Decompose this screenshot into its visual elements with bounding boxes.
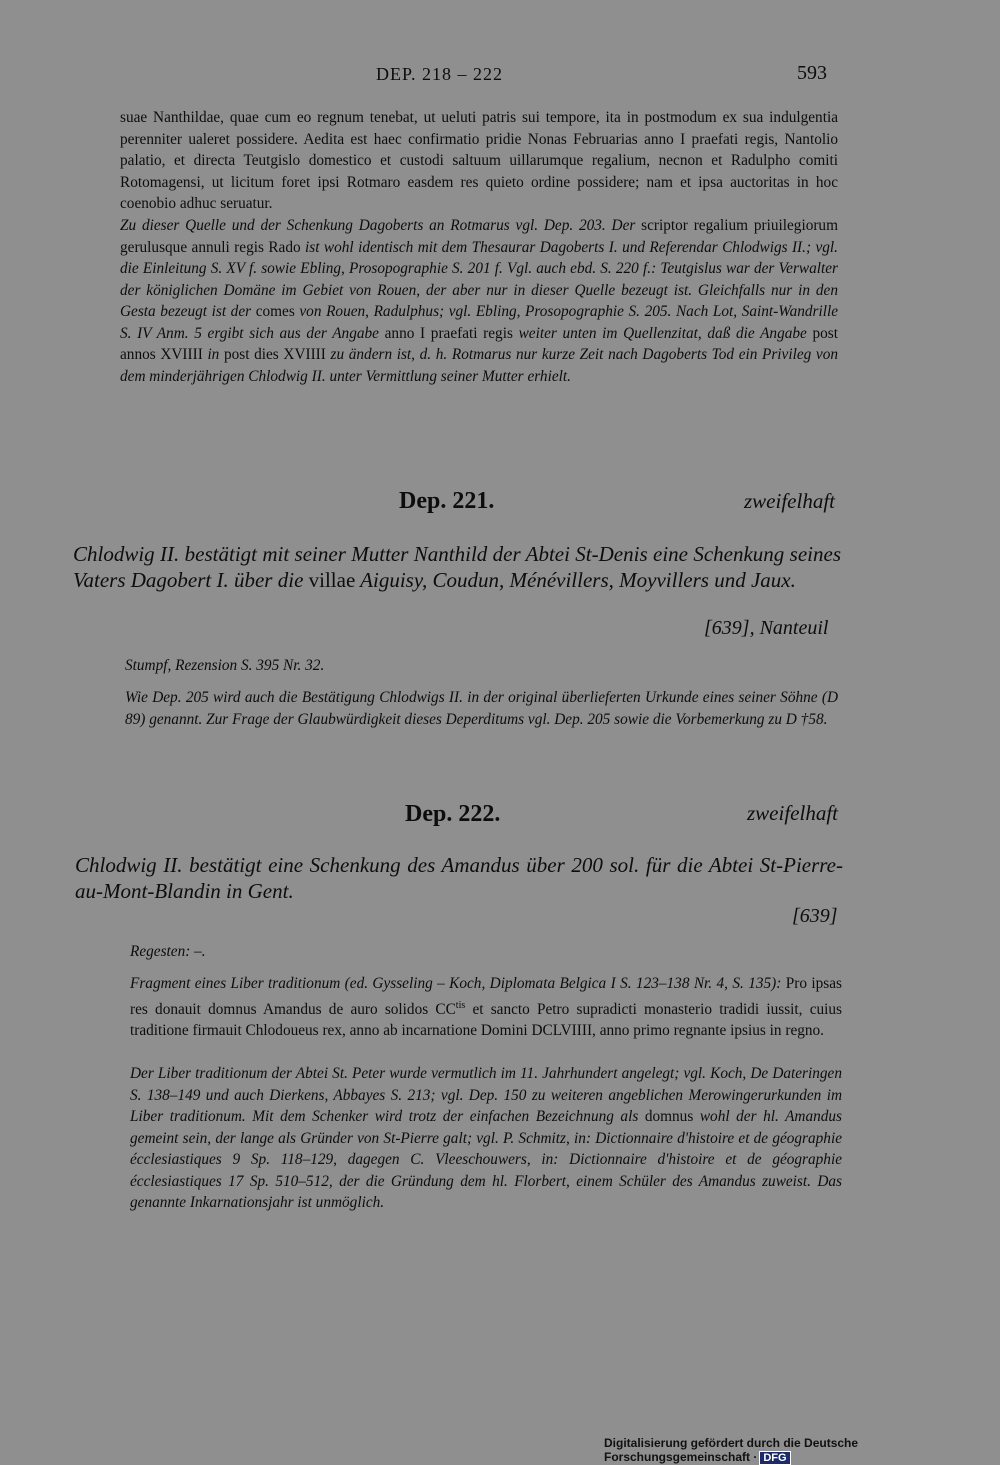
dep221-heading: Dep. 221. bbox=[399, 488, 495, 514]
dep222-heading: Dep. 222. bbox=[405, 801, 501, 827]
dfg-footer: Digitalisierung gefördert durch die Deutsche Forschungsgemeinschaft · DFG bbox=[604, 1436, 859, 1464]
dep222-date: [639] bbox=[792, 905, 838, 927]
page-number: 593 bbox=[797, 62, 827, 84]
dep222-regesten: Regesten: –. bbox=[130, 943, 206, 960]
dep222-commentary: Der Liber traditionum der Abtei St. Peter wurde vermutlich im 11. Jahrhundert angelegt; vgl. Koch, De Dateringen S. 138–149 und auch Dierkens, Abbayes S. 213; vgl. Dep. 150 zu weiteren angeblichen Merowingerurkunden im Liber traditionum. Mit dem Schenker wird trotz der einfachen Bezeichnung als domnus wohl der hl. Amandus gemeint sein, der lange als Gründer von St-Pierre galt; vgl. P. Schmitz, in: Dictionnaire d'histoire et de géographie écclesiastiques 9 Sp. 118–129, dagegen C. Vleeschouwers, in: Dictionnaire d'histoire et de géographie écclesiastiques 17 Sp. 510–512, der die Gründung dem hl. Florbert, einem Schüler des Amandus zuweist. Das genannte Inkarnationsjahr ist unmöglich. bbox=[130, 1065, 843, 1211]
top-commentary: Zu dieser Quelle und der Schenkung Dagoberts an Rotmarus vgl. Dep. 203. Der scriptor regalium priuilegiorum gerulusque annuli regis Rado ist wohl identisch mit dem Thesaurar Dagoberts I. und Referendar Chlodwigs II.; vgl. die Einleitung S. XV f. sowie Ebling, Prosopographie S. 201 f. Vgl. auch ebd. S. 220 f.: Teutgislus war der Verwalter der königlichen Domäne im Gebiet von Rouen, der aber nur in dieser Quelle bezeugt ist. Gleichfalls nur in den Gesta bezeugt ist der comes von Rouen, Radulphus; vgl. Ebling, Prosopographie S. 205. Nach Lot, Saint-Wandrille S. IV Anm. 5 ergibt sich aus der Angabe anno I praefati regis weiter unten im Quellenzitat, daß die Angabe post annos XVIIII in post dies XVIIII zu ändern ist, d. h. Rotmarus nur kurze Zeit nach Dagoberts Tod ein Privileg von dem minderjährigen Chlodwig II. unter Vermittlung seiner Mutter erhielt. bbox=[120, 217, 839, 385]
dep221-regest: Chlodwig II. bestätigt mit seiner Mutter Nanthild der Abtei St-Denis eine Schenkung seines Vaters Dagobert I. über die villae Aiguisy, Coudun, Ménévillers, Moyvillers und Jaux. bbox=[73, 542, 841, 592]
dep222-regest: Chlodwig II. bestätigt eine Schenkung des Amandus über 200 sol. für die Abtei St-Pierre-au-Mont-Blandin in Gent. bbox=[75, 853, 843, 903]
dep221-commentary: Wie Dep. 205 wird auch die Bestätigung Chlodwigs II. in der original überlieferten Urkunde eines seiner Söhne (D 89) genannt. Zur Frage der Glaubwürdigkeit dieses Deperditums vgl. Dep. 205 sowie die Vorbemerkung zu D †58. bbox=[125, 689, 838, 728]
dep222-fragment: Fragment eines Liber traditionum (ed. Gysseling – Koch, Diplomata Belgica I S. 123–138 Nr. 4, S. 135): Pro ipsas res donauit domnus Amandus de auro solidos $CC^{tis}$ et sancto Petro supradicti monasterio tradidi iussit, cuius traditione firmauit Chlodoueus rex, anno ab incarnatione Domini DCLVIIII, anno primo regnante ipsius in regno. bbox=[130, 975, 842, 1040]
dep221-qualifier: zweifelhaft bbox=[744, 489, 835, 513]
dep221-source: Stumpf, Rezension S. 395 Nr. 32. bbox=[125, 657, 325, 674]
dep222-qualifier: zweifelhaft bbox=[747, 801, 838, 825]
dep221-date: [639], Nanteuil bbox=[704, 617, 829, 639]
running-header: DEP. 218 – 222 bbox=[376, 64, 504, 84]
dfg-logo: DFG bbox=[759, 1451, 790, 1465]
top-latin-text: suae Nanthildae, quae cum eo regnum tenebat, ut ueluti patris sui tempore, ita in postmodum ex sua indulgentia perenniter ualeret possidere. Aedita est haec confirmatio pridie Nonas Februarias anno I praefati regis, Nantolio palatio, et directa Teutgislo domestico et custodi saltuum uillarumque regalium, necnon et Radulpho comiti Rotomagensi, ut licitum foret ipsi Rotmaro easdem res quieto ordine possidere; nam et ipsa auctoritas in hoc coenobio adhuc seruatur. bbox=[120, 109, 838, 212]
